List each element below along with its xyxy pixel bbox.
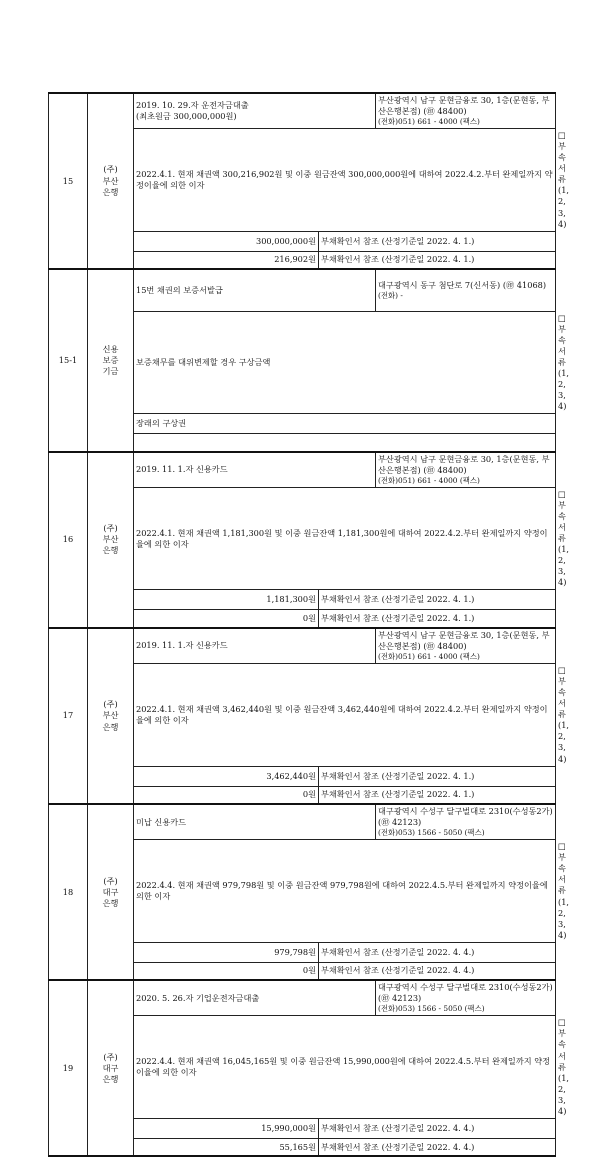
interest-note: 부채확인서 참조 (산정기준일 2022. 4. 1.) (319, 251, 556, 269)
creditor-address: 부산광역시 남구 문현금융로 30, 1층(문현동, 부산은행본점) (㊞ 48400) (전화)051) 661 - 4000 (팩스) (376, 628, 556, 664)
interest-amount: 0원 (134, 962, 319, 980)
claim-title: 미납 신용카드 (134, 804, 376, 840)
principal-note: 부채확인서 참조 (산정기준일 2022. 4. 1.) (319, 231, 556, 251)
creditor-group-18: 18 (주) 대구 은행 미납 신용카드 대구광역시 수성구 달구벌대로 2310(수성동2가) (㊞ 42123) (전화)053) 1566 - 5050 (팩스) 2022.4.4. 현재 채권액 979,798원 및 이중 원금잔액 979,798원에 대하여 2022.4.5.부터 완제일까지 약정이율에 의한 이자 □부속서류 (1,2,3,4) 979,798원 부채확인서 참조 (산정기준일 2022. 4. 4.) 0원 부채확인서 참조 (산정기준일 2022. 4. 4.) (49, 804, 556, 980)
creditor-address: 대구광역시 수성구 달구벌대로 2310(수성동2가) (㊞ 42123) (전화)053) 1566 - 5050 (팩스) (376, 804, 556, 840)
principal-amount: 1,181,300원 (134, 590, 319, 610)
claim-description: 2022.4.4. 현재 채권액 16,045,165원 및 이중 원금잔액 15,990,000원에 대하여 2022.4.5.부터 완제일까지 약정이율에 의한 이자 (134, 1016, 556, 1119)
future-indemnity: 장래의 구상권 (134, 414, 556, 434)
creditor-group-15: 15 (주) 부산 은행 2019. 10. 29.자 운전자금대출 (최초원금 300,000,000원) 부산광역시 남구 문현금융로 30, 1층(문현동, 부산은행본점) (㊞ 48400) (전화)051) 661 - 4000 (팩스) 2022.4.1. 현재 채권액 300,216,902원 및 이중 원금잔액 300,000,000원에 대하여 2022.4.2.부터 완제일까지 약정이율에 의한 이자 □부속서류 (1,2,3,4) 300,000,000원 부채확인서 참조 (산정기준일 2022. 4. 1.) 216,902원 부채확인서 참조 (산정기준일 2022. 4. 1.) (49, 93, 556, 269)
principal-note: 부채확인서 참조 (산정기준일 2022. 4. 1.) (319, 590, 556, 610)
creditor-name: (주) 부산 은행 (88, 452, 134, 628)
claim-description: 보증채무를 대위변제할 경우 구상금액 (134, 311, 556, 414)
creditor-tel: (전화)053) 1566 - 5050 (팩스) (378, 1004, 485, 1014)
interest-amount: 55,165원 (134, 1138, 319, 1156)
creditor-number: 15 (49, 93, 88, 269)
creditor-number: 19 (49, 980, 88, 1156)
principal-amount: 979,798원 (134, 942, 319, 962)
claim-description: 2022.4.1. 현재 채권액 300,216,902원 및 이중 원금잔액 300,000,000원에 대하여 2022.4.2.부터 완제일까지 약정이율에 의한 이자 (134, 129, 556, 232)
empty-row (134, 434, 556, 452)
interest-note: 부채확인서 참조 (산정기준일 2022. 4. 1.) (319, 786, 556, 804)
claim-title: 2019. 10. 29.자 운전자금대출 (최초원금 300,000,000원) (134, 93, 376, 129)
principal-amount: 3,462,440원 (134, 766, 319, 786)
creditor-group-15-1: 15-1 신용 보증 기금 15번 채권의 보증서발급 대구광역시 동구 첨단로 7(신서동) (㊞ 41068) (전화) - 보증채무를 대위변제할 경우 구상금액 □부속서류 (1,2,3,4) 장래의 구상권 (49, 269, 556, 452)
claim-description: 2022.4.1. 현재 채권액 1,181,300원 및 이중 원금잔액 1,181,300원에 대하여 2022.4.2.부터 완제일까지 약정이율에 의한 이자 (134, 487, 556, 590)
interest-note: 부채확인서 참조 (산정기준일 2022. 4. 4.) (319, 1138, 556, 1156)
creditor-tel: (전화) - (378, 290, 403, 300)
creditor-address: 대구광역시 수성구 달구벌대로 2310(수성동2가) (㊞ 42123) (전화)053) 1566 - 5050 (팩스) (376, 980, 556, 1016)
claim-title: 2019. 11. 1.자 신용카드 (134, 628, 376, 664)
interest-amount: 216,902원 (134, 251, 319, 269)
creditor-table (48, 92, 570, 1157)
claim-description: 2022.4.4. 현재 채권액 979,798원 및 이중 원금잔액 979,798원에 대하여 2022.4.5.부터 완제일까지 약정이율에 의한 이자 (134, 840, 556, 943)
creditor-tel: (전화)051) 661 - 4000 (팩스) (378, 475, 480, 485)
principal-amount: 300,000,000원 (134, 231, 319, 251)
creditor-name: (주) 부산 은행 (88, 93, 134, 269)
creditor-number: 15-1 (49, 269, 88, 452)
interest-note: 부채확인서 참조 (산정기준일 2022. 4. 1.) (319, 610, 556, 628)
creditor-address: 부산광역시 남구 문현금융로 30, 1층(문현동, 부산은행본점) (㊞ 48400) (전화)051) 661 - 4000 (팩스) (376, 93, 556, 129)
creditor-tel: (전화)051) 661 - 4000 (팩스) (378, 652, 480, 662)
creditor-tel: (전화)051) 661 - 4000 (팩스) (378, 117, 480, 127)
creditor-group-16: 16 (주) 부산 은행 2019. 11. 1.자 신용카드 부산광역시 남구 문현금융로 30, 1층(문현동, 부산은행본점) (㊞ 48400) (전화)051) 661 - 4000 (팩스) 2022.4.1. 현재 채권액 1,181,300원 및 이중 원금잔액 1,181,300원에 대하여 2022.4.2.부터 완제일까지 약정이율에 의한 이자 □부속서류 (1,2,3,4) 1,181,300원 부채확인서 참조 (산정기준일 2022. 4. 1.) 0원 부채확인서 참조 (산정기준일 2022. 4. 1.) (49, 452, 556, 628)
creditor-group-17: 17 (주) 부산 은행 2019. 11. 1.자 신용카드 부산광역시 남구 문현금융로 30, 1층(문현동, 부산은행본점) (㊞ 48400) (전화)051) 661 - 4000 (팩스) 2022.4.1. 현재 채권액 3,462,440원 및 이중 원금잔액 3,462,440원에 대하여 2022.4.2.부터 완제일까지 약정이율에 의한 이자 □부속서류 (1,2,3,4) 3,462,440원 부채확인서 참조 (산정기준일 2022. 4. 1.) 0원 부채확인서 참조 (산정기준일 2022. 4. 1.) (49, 628, 556, 804)
principal-note: 부채확인서 참조 (산정기준일 2022. 4. 1.) (319, 766, 556, 786)
creditor-address: 대구광역시 동구 첨단로 7(신서동) (㊞ 41068) (전화) - (376, 269, 556, 311)
claim-title: 2019. 11. 1.자 신용카드 (134, 452, 376, 488)
principal-note: 부채확인서 참조 (산정기준일 2022. 4. 4.) (319, 942, 556, 962)
creditor-name: 신용 보증 기금 (88, 269, 134, 452)
principal-note: 부채확인서 참조 (산정기준일 2022. 4. 4.) (319, 1118, 556, 1138)
claim-description: 2022.4.1. 현재 채권액 3,462,440원 및 이중 원금잔액 3,462,440원에 대하여 2022.4.2.부터 완제일까지 약정이율에 의한 이자 (134, 664, 556, 767)
interest-note: 부채확인서 참조 (산정기준일 2022. 4. 4.) (319, 962, 556, 980)
creditor-group-19: 19 (주) 대구 은행 2020. 5. 26.자 기업운전자금대출 대구광역시 수성구 달구벌대로 2310(수성동2가) (㊞ 42123) (전화)053) 1566 - 5050 (팩스) 2022.4.4. 현재 채권액 16,045,165원 및 이중 원금잔액 15,990,000원에 대하여 2022.4.5.부터 완제일까지 약정이율에 의한 이자 □부속서류 (1,2,3,4) 15,990,000원 부채확인서 참조 (산정기준일 2022. 4. 4.) 55,165원 부채확인서 참조 (산정기준일 2022. 4. 4.) (49, 980, 556, 1156)
creditor-number: 18 (49, 804, 88, 980)
creditor-name: (주) 대구 은행 (88, 804, 134, 980)
interest-amount: 0원 (134, 786, 319, 804)
creditor-name: (주) 부산 은행 (88, 628, 134, 804)
creditor-number: 16 (49, 452, 88, 628)
claim-title: 2020. 5. 26.자 기업운전자금대출 (134, 980, 376, 1016)
creditor-address: 부산광역시 남구 문현금융로 30, 1층(문현동, 부산은행본점) (㊞ 48400) (전화)051) 661 - 4000 (팩스) (376, 452, 556, 488)
creditor-number: 17 (49, 628, 88, 804)
creditor-tel: (전화)053) 1566 - 5050 (팩스) (378, 828, 485, 838)
interest-amount: 0원 (134, 610, 319, 628)
creditor-name: (주) 대구 은행 (88, 980, 134, 1156)
principal-amount: 15,990,000원 (134, 1118, 319, 1138)
claim-title: 15번 채권의 보증서발급 (134, 269, 376, 311)
